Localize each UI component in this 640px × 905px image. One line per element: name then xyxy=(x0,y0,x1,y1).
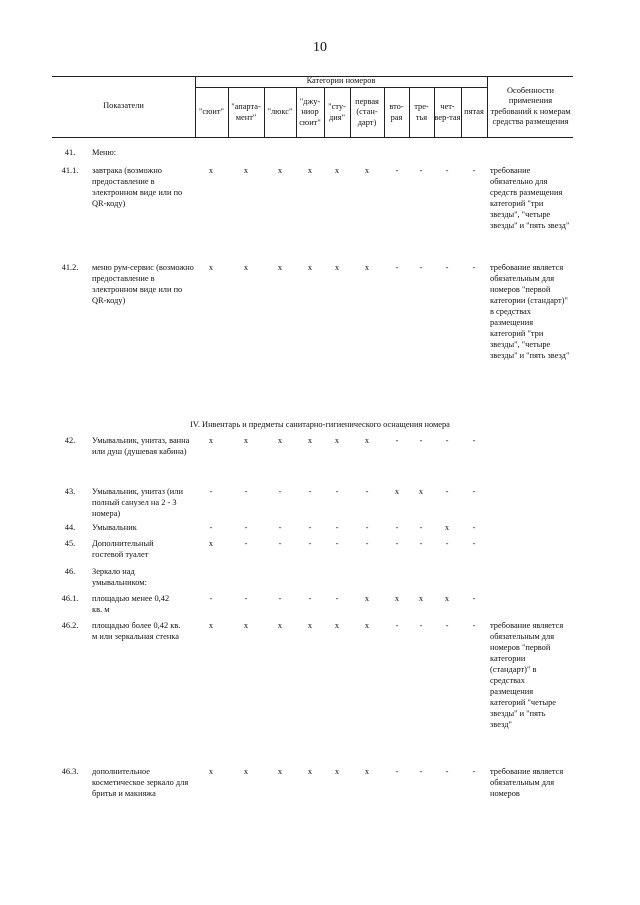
category-mark: - xyxy=(472,263,476,272)
category-mark: - xyxy=(395,539,399,548)
category-mark: - xyxy=(472,166,476,175)
category-mark: - xyxy=(472,436,476,445)
category-mark: х xyxy=(364,436,370,445)
row-indicator-text: площадью более 0,42 кв. м или зеркальная стенка xyxy=(92,621,181,641)
row-indicator-text: Зеркало над умывальником: xyxy=(92,567,147,587)
category-mark: х xyxy=(208,436,214,445)
category-mark: - xyxy=(472,539,476,548)
category-header-fifth: пятая xyxy=(464,107,484,117)
category-mark: - xyxy=(209,523,213,532)
category-mark: - xyxy=(365,487,369,496)
category-mark: х xyxy=(243,166,249,175)
category-mark: - xyxy=(419,263,423,272)
category-mark: х xyxy=(418,487,424,496)
row-number: 45. xyxy=(64,539,76,548)
category-mark: х xyxy=(364,166,370,175)
category-mark: - xyxy=(445,767,449,776)
category-mark: - xyxy=(395,767,399,776)
category-mark: х xyxy=(418,594,424,603)
row-number: 41.2. xyxy=(61,263,79,272)
category-mark: х xyxy=(208,166,214,175)
page-number: 10 xyxy=(313,40,327,55)
row-indicator-text: дополнительное косметическое зеркало для бритья и макияжа xyxy=(92,767,189,798)
category-mark: - xyxy=(335,594,339,603)
category-mark: х xyxy=(208,767,214,776)
row-indicator-text: площадью менее 0,42 кв. м xyxy=(92,594,170,614)
category-mark: - xyxy=(445,166,449,175)
category-mark: х xyxy=(208,263,214,272)
category-mark: - xyxy=(278,539,282,548)
row-feature-note: требование обязательно для средств размещения категорий "три звезды", "четыре звезды" и "пять звезд" xyxy=(490,166,570,230)
category-mark: - xyxy=(419,436,423,445)
category-header-apartment: "апарта-мент" xyxy=(231,102,261,122)
category-mark: х xyxy=(277,767,283,776)
category-mark: х xyxy=(277,436,283,445)
category-mark: - xyxy=(419,767,423,776)
category-mark: - xyxy=(244,523,248,532)
category-mark: - xyxy=(308,539,312,548)
category-mark: - xyxy=(365,539,369,548)
category-mark: - xyxy=(472,594,476,603)
row-number: 46.1. xyxy=(61,594,79,603)
category-mark: - xyxy=(395,166,399,175)
row-number: 42. xyxy=(64,436,76,445)
category-mark: - xyxy=(335,523,339,532)
category-mark: - xyxy=(445,263,449,272)
category-header-junior-suite: "джу-ниор сюит" xyxy=(299,96,321,127)
row-number: 46.3. xyxy=(61,767,79,776)
category-mark: - xyxy=(395,523,399,532)
category-mark: х xyxy=(334,166,340,175)
category-mark: - xyxy=(472,523,476,532)
category-mark: х xyxy=(307,767,313,776)
category-mark: - xyxy=(395,621,399,630)
category-mark: х xyxy=(364,594,370,603)
category-header-first: первая (стан-дарт) xyxy=(355,96,379,127)
category-header-second: вто-рая xyxy=(389,102,404,122)
category-mark: х xyxy=(364,263,370,272)
row-number: 41.1. xyxy=(61,166,79,175)
row-number: 43. xyxy=(64,487,76,496)
category-mark: - xyxy=(395,263,399,272)
category-mark: х xyxy=(334,621,340,630)
category-mark: х xyxy=(364,767,370,776)
category-mark: - xyxy=(445,487,449,496)
category-mark: - xyxy=(278,594,282,603)
category-mark: - xyxy=(335,539,339,548)
category-mark: х xyxy=(243,263,249,272)
category-mark: х xyxy=(394,487,400,496)
row-number: 44. xyxy=(64,523,76,532)
category-header-lux: "люкс" xyxy=(267,107,293,117)
category-mark: - xyxy=(209,487,213,496)
category-mark: х xyxy=(243,621,249,630)
row-feature-note: требование является обязательным для номеров "первой категории (стандарт)" в средствах размещения категорий "четыре звезды" и "пять звезд" xyxy=(490,621,564,729)
table-header-bottom-rule xyxy=(52,137,573,138)
row-indicator-text: Меню: xyxy=(92,148,117,157)
category-mark: х xyxy=(334,436,340,445)
row-indicator-text: Умывальник, унитаз (или полный санузел на 2 - 3 номера) xyxy=(92,487,183,518)
category-mark: - xyxy=(445,436,449,445)
category-header-fourth: чет-вер-тая xyxy=(434,102,461,122)
category-mark: - xyxy=(278,523,282,532)
row-indicator-text: меню рум-сервис (возможно предоставление в электронном виде или по QR-коду) xyxy=(92,263,194,305)
category-mark: - xyxy=(445,621,449,630)
category-mark: х xyxy=(334,767,340,776)
category-mark: х xyxy=(208,621,214,630)
row-indicator-text: Умывальник xyxy=(92,523,137,532)
category-mark: х xyxy=(277,263,283,272)
category-header-studio: "сту-дия" xyxy=(328,102,346,122)
category-mark: - xyxy=(365,523,369,532)
category-mark: - xyxy=(335,487,339,496)
category-mark: х xyxy=(243,436,249,445)
category-mark: х xyxy=(307,436,313,445)
category-mark: - xyxy=(472,767,476,776)
category-mark: - xyxy=(472,621,476,630)
category-mark: - xyxy=(472,487,476,496)
category-mark: х xyxy=(444,523,450,532)
category-mark: - xyxy=(419,523,423,532)
category-mark: - xyxy=(308,594,312,603)
row-number: 41. xyxy=(64,148,76,157)
category-mark: х xyxy=(243,767,249,776)
category-header-third: тре-тья xyxy=(414,102,429,122)
category-mark: х xyxy=(208,539,214,548)
category-mark: - xyxy=(419,166,423,175)
category-mark: - xyxy=(395,436,399,445)
category-mark: х xyxy=(307,263,313,272)
row-feature-note: требование является обязательным для номеров xyxy=(490,767,564,798)
category-mark: - xyxy=(278,487,282,496)
category-mark: - xyxy=(244,594,248,603)
row-feature-note: требование является обязательным для номеров "первой категории (стандарт)" в средствах размещения категорий "три звезды", "четыре звезды" и "пять звезд" xyxy=(490,263,570,360)
row-indicator-text: завтрака (возможно предоставление в электронном виде или по QR-коду) xyxy=(92,166,183,208)
category-mark: - xyxy=(445,539,449,548)
category-mark: - xyxy=(308,487,312,496)
category-mark: х xyxy=(277,166,283,175)
category-mark: х xyxy=(307,621,313,630)
category-mark: х xyxy=(277,621,283,630)
category-mark: х xyxy=(444,594,450,603)
features-header: Особенности применения требований к номерам средства размещения xyxy=(490,85,571,126)
categories-group-header: Категории номеров xyxy=(306,76,376,86)
category-mark: - xyxy=(209,594,213,603)
row-indicator-text: Дополнительный гостевой туалет xyxy=(92,539,154,559)
category-mark: х xyxy=(364,621,370,630)
category-header-suite: "сюит" xyxy=(199,107,224,117)
row-number: 46.2. xyxy=(61,621,79,630)
category-mark: х xyxy=(307,166,313,175)
category-mark: - xyxy=(244,487,248,496)
indicators-header: Показатели xyxy=(103,101,144,111)
row-indicator-text: Умывальник, унитаз, ванна или душ (душевая кабина) xyxy=(92,436,190,456)
category-mark: - xyxy=(419,539,423,548)
category-mark: - xyxy=(308,523,312,532)
category-mark: - xyxy=(244,539,248,548)
category-mark: х xyxy=(334,263,340,272)
row-number: 46. xyxy=(64,567,76,576)
category-mark: х xyxy=(394,594,400,603)
category-mark: - xyxy=(419,621,423,630)
section-iv-title: IV. Инвентарь и предметы санитарно-гигиенического оснащения номера xyxy=(190,420,450,429)
